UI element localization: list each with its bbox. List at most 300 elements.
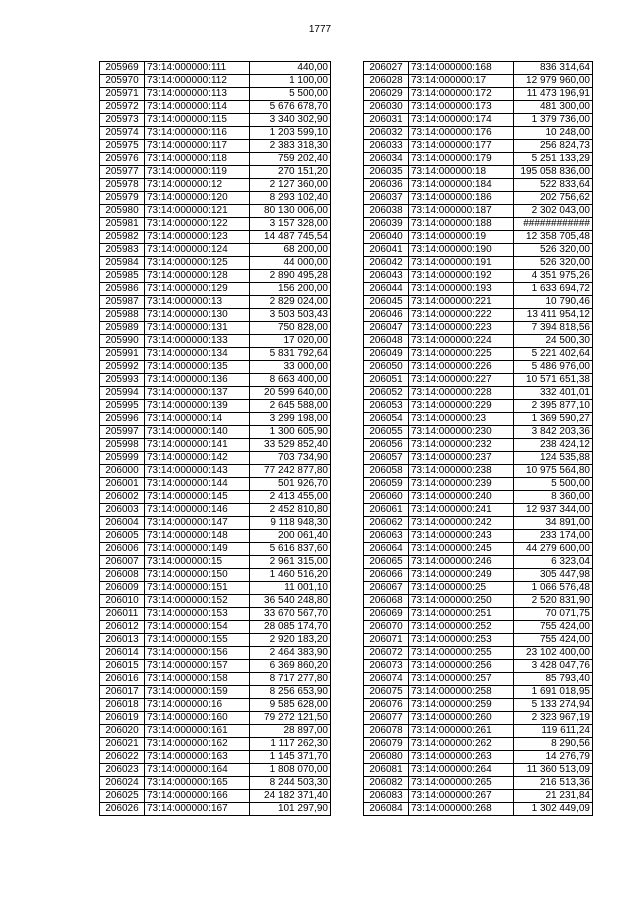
row-number-cell: 206029 (364, 88, 409, 101)
row-number-cell: 206059 (364, 478, 409, 491)
table-row (364, 582, 593, 595)
row-number-cell: 206051 (364, 374, 409, 387)
value-cell: 85 793,40 (514, 673, 593, 686)
cadastral-number-cell: 73:14:000000:223 (409, 322, 514, 335)
table-row (364, 660, 593, 673)
value-cell: 195 058 836,00 (514, 166, 593, 179)
page-number: 1777 (308, 24, 332, 35)
cadastral-number-cell: 73:14:000000:179 (409, 153, 514, 166)
value-cell: 8 663 400,00 (250, 374, 331, 387)
value-cell: 119 611,24 (514, 725, 593, 738)
table-row (100, 751, 331, 764)
row-number-cell: 206075 (364, 686, 409, 699)
table-row (100, 595, 331, 608)
value-cell: 5 500,00 (250, 88, 331, 101)
cadastral-number-cell: 73:14:000000:153 (145, 608, 250, 621)
value-cell: 14 276,79 (514, 751, 593, 764)
value-cell: 703 734,90 (250, 452, 331, 465)
row-number-cell: 206009 (100, 582, 145, 595)
row-number-cell: 206021 (100, 738, 145, 751)
value-cell: 33 670 567,70 (250, 608, 331, 621)
table-row (364, 465, 593, 478)
table-row (364, 530, 593, 543)
table-row (364, 517, 593, 530)
cadastral-number-cell: 73:14:000000:251 (409, 608, 514, 621)
table-row (100, 413, 331, 426)
value-cell: 11 001,10 (250, 582, 331, 595)
value-cell: 2 890 495,28 (250, 270, 331, 283)
row-number-cell: 206017 (100, 686, 145, 699)
value-cell: 526 320,00 (514, 257, 593, 270)
row-number-cell: 206011 (100, 608, 145, 621)
cadastral-number-cell: 73:14:000000:155 (145, 634, 250, 647)
value-cell: 2 383 318,30 (250, 140, 331, 153)
row-number-cell: 206080 (364, 751, 409, 764)
value-cell: 6 323,04 (514, 556, 593, 569)
table-row (364, 569, 593, 582)
table-row (364, 309, 593, 322)
value-cell: 24 500,30 (514, 335, 593, 348)
value-cell: 1 369 590,27 (514, 413, 593, 426)
row-number-cell: 206071 (364, 634, 409, 647)
value-cell: 36 540 248,80 (250, 595, 331, 608)
row-number-cell: 206055 (364, 426, 409, 439)
value-cell: 1 633 694,72 (514, 283, 593, 296)
table-row (364, 257, 593, 270)
table-row (100, 582, 331, 595)
table-row (100, 530, 331, 543)
row-number-cell: 206032 (364, 127, 409, 140)
row-number-cell: 206036 (364, 179, 409, 192)
row-number-cell: 205996 (100, 413, 145, 426)
row-number-cell: 206084 (364, 803, 409, 816)
value-cell: 1 100,00 (250, 75, 331, 88)
table-row (100, 556, 331, 569)
cadastral-number-cell: 73:14:000000:146 (145, 504, 250, 517)
cadastral-number-cell: 73:14:000000:250 (409, 595, 514, 608)
value-cell: 2 413 455,00 (250, 491, 331, 504)
value-cell: 11 473 196,91 (514, 88, 593, 101)
cadastral-number-cell: 73:14:000000:186 (409, 192, 514, 205)
row-number-cell: 205989 (100, 322, 145, 335)
row-number-cell: 205990 (100, 335, 145, 348)
value-cell: 2 920 183,20 (250, 634, 331, 647)
cadastral-number-cell: 73:14:000000:246 (409, 556, 514, 569)
cadastral-number-cell: 73:14:000000:227 (409, 374, 514, 387)
value-cell: 2 520 831,90 (514, 595, 593, 608)
table-row (100, 673, 331, 686)
row-number-cell: 206060 (364, 491, 409, 504)
cadastral-number-cell: 73:14:000000:18 (409, 166, 514, 179)
table-row (364, 803, 593, 816)
table-row (364, 751, 593, 764)
row-number-cell: 206074 (364, 673, 409, 686)
table-row (100, 621, 331, 634)
cadastral-number-cell: 73:14:000000:13 (145, 296, 250, 309)
row-number-cell: 206020 (100, 725, 145, 738)
value-cell: 3 842 203,36 (514, 426, 593, 439)
cadastral-number-cell: 73:14:000000:243 (409, 530, 514, 543)
row-number-cell: 206057 (364, 452, 409, 465)
value-cell: 1 203 599,10 (250, 127, 331, 140)
cadastral-number-cell: 73:14:000000:119 (145, 166, 250, 179)
value-cell: 12 358 705,48 (514, 231, 593, 244)
table-row (364, 504, 593, 517)
row-number-cell: 206030 (364, 101, 409, 114)
cadastral-number-cell: 73:14:000000:249 (409, 569, 514, 582)
row-number-cell: 206024 (100, 777, 145, 790)
row-number-cell: 205984 (100, 257, 145, 270)
value-cell: 10 975 564,80 (514, 465, 593, 478)
value-cell: 13 411 954,12 (514, 309, 593, 322)
row-number-cell: 205987 (100, 296, 145, 309)
value-cell: 5 221 402,64 (514, 348, 593, 361)
row-number-cell: 206047 (364, 322, 409, 335)
cadastral-number-cell: 73:14:000000:148 (145, 530, 250, 543)
row-number-cell: 205977 (100, 166, 145, 179)
row-number-cell: 205976 (100, 153, 145, 166)
row-number-cell: 205969 (100, 62, 145, 75)
row-number-cell: 206048 (364, 335, 409, 348)
cadastral-number-cell: 73:14:000000:152 (145, 595, 250, 608)
row-number-cell: 206026 (100, 803, 145, 816)
value-cell: 5 831 792,64 (250, 348, 331, 361)
table-row (364, 647, 593, 660)
row-number-cell: 206027 (364, 62, 409, 75)
cadastral-number-cell: 73:14:000000:187 (409, 205, 514, 218)
row-number-cell: 205975 (100, 140, 145, 153)
value-cell: 10 790,46 (514, 296, 593, 309)
table-row (364, 244, 593, 257)
table-row (364, 374, 593, 387)
table-row (100, 283, 331, 296)
row-number-cell: 205995 (100, 400, 145, 413)
row-number-cell: 206083 (364, 790, 409, 803)
cadastral-number-cell: 73:14:000000:224 (409, 335, 514, 348)
table-row (364, 283, 593, 296)
value-cell: 202 756,62 (514, 192, 593, 205)
table-row (364, 127, 593, 140)
table-row (364, 556, 593, 569)
value-cell: 21 231,84 (514, 790, 593, 803)
table-row (100, 205, 331, 218)
cadastral-number-cell: 73:14:000000:222 (409, 309, 514, 322)
value-cell: 5 486 976,00 (514, 361, 593, 374)
value-cell: 28 897,00 (250, 725, 331, 738)
left-data-table (99, 61, 331, 816)
row-number-cell: 205982 (100, 231, 145, 244)
row-number-cell: 205986 (100, 283, 145, 296)
value-cell: 10 248,00 (514, 127, 593, 140)
table-row (364, 296, 593, 309)
table-row (100, 296, 331, 309)
row-number-cell: 206003 (100, 504, 145, 517)
table-row (364, 790, 593, 803)
row-number-cell: 206076 (364, 699, 409, 712)
table-row (364, 413, 593, 426)
table-row (364, 88, 593, 101)
value-cell: 68 200,00 (250, 244, 331, 257)
table-row (364, 179, 593, 192)
table-row (364, 335, 593, 348)
cadastral-number-cell: 73:14:000000:129 (145, 283, 250, 296)
value-cell: 2 302 043,00 (514, 205, 593, 218)
cadastral-number-cell: 73:14:000000:121 (145, 205, 250, 218)
row-number-cell: 206038 (364, 205, 409, 218)
cadastral-number-cell: 73:14:000000:259 (409, 699, 514, 712)
value-cell: 28 085 174,70 (250, 621, 331, 634)
cadastral-number-cell: 73:14:000000:131 (145, 322, 250, 335)
cadastral-number-cell: 73:14:000000:188 (409, 218, 514, 231)
table-row (100, 257, 331, 270)
table-row (364, 595, 593, 608)
cadastral-number-cell: 73:14:000000:120 (145, 192, 250, 205)
cadastral-number-cell: 73:14:000000:124 (145, 244, 250, 257)
cadastral-number-cell: 73:14:000000:241 (409, 504, 514, 517)
row-number-cell: 206079 (364, 738, 409, 751)
cadastral-number-cell: 73:14:000000:115 (145, 114, 250, 127)
cadastral-number-cell: 73:14:000000:264 (409, 764, 514, 777)
cadastral-number-cell: 73:14:000000:136 (145, 374, 250, 387)
row-number-cell: 206050 (364, 361, 409, 374)
table-row (364, 231, 593, 244)
value-cell: 5 676 678,70 (250, 101, 331, 114)
table-row (364, 153, 593, 166)
row-number-cell: 206014 (100, 647, 145, 660)
cadastral-number-cell: 73:14:000000:177 (409, 140, 514, 153)
cadastral-number-cell: 73:14:000000:228 (409, 387, 514, 400)
row-number-cell: 206039 (364, 218, 409, 231)
value-cell: 17 020,00 (250, 335, 331, 348)
row-number-cell: 206018 (100, 699, 145, 712)
cadastral-number-cell: 73:14:000000:12 (145, 179, 250, 192)
row-number-cell: 205970 (100, 75, 145, 88)
cadastral-number-cell: 73:14:000000:15 (145, 556, 250, 569)
row-number-cell: 206081 (364, 764, 409, 777)
cadastral-number-cell: 73:14:000000:135 (145, 361, 250, 374)
value-cell: 1 066 576,48 (514, 582, 593, 595)
row-number-cell: 206031 (364, 114, 409, 127)
table-row (100, 608, 331, 621)
row-number-cell: 206002 (100, 491, 145, 504)
value-cell: 1 691 018,95 (514, 686, 593, 699)
value-cell: 2 323 967,19 (514, 712, 593, 725)
value-cell: 23 102 400,00 (514, 647, 593, 660)
value-cell: 2 645 588,00 (250, 400, 331, 413)
table-row (364, 543, 593, 556)
value-cell: 8 293 102,40 (250, 192, 331, 205)
value-cell: 2 452 810,80 (250, 504, 331, 517)
value-cell: 5 500,00 (514, 478, 593, 491)
row-number-cell: 206033 (364, 140, 409, 153)
cadastral-number-cell: 73:14:000000:122 (145, 218, 250, 231)
row-number-cell: 206028 (364, 75, 409, 88)
row-number-cell: 206005 (100, 530, 145, 543)
table-row (100, 517, 331, 530)
value-cell: 1 808 070,00 (250, 764, 331, 777)
value-cell: 256 824,73 (514, 140, 593, 153)
cadastral-number-cell: 73:14:000000:25 (409, 582, 514, 595)
row-number-cell: 206061 (364, 504, 409, 517)
row-number-cell: 206082 (364, 777, 409, 790)
cadastral-number-cell: 73:14:000000:139 (145, 400, 250, 413)
value-cell: 44 000,00 (250, 257, 331, 270)
row-number-cell: 206063 (364, 530, 409, 543)
cadastral-number-cell: 73:14:000000:192 (409, 270, 514, 283)
row-number-cell: 206052 (364, 387, 409, 400)
row-number-cell: 206037 (364, 192, 409, 205)
table-row (364, 192, 593, 205)
table-row (364, 270, 593, 283)
cadastral-number-cell: 73:14:000000:267 (409, 790, 514, 803)
cadastral-number-cell: 73:14:000000:257 (409, 673, 514, 686)
cadastral-number-cell: 73:14:000000:151 (145, 582, 250, 595)
value-cell: 5 133 274,94 (514, 699, 593, 712)
cadastral-number-cell: 73:14:000000:191 (409, 257, 514, 270)
table-row (364, 686, 593, 699)
row-number-cell: 206064 (364, 543, 409, 556)
table-row (100, 140, 331, 153)
cadastral-number-cell: 73:14:000000:226 (409, 361, 514, 374)
row-number-cell: 206068 (364, 595, 409, 608)
value-cell: 3 503 503,43 (250, 309, 331, 322)
row-number-cell: 206069 (364, 608, 409, 621)
value-cell: 77 242 877,80 (250, 465, 331, 478)
value-cell: 305 447,98 (514, 569, 593, 582)
value-cell: 2 464 383,90 (250, 647, 331, 660)
cadastral-number-cell: 73:14:000000:154 (145, 621, 250, 634)
row-number-cell: 205978 (100, 179, 145, 192)
row-number-cell: 205979 (100, 192, 145, 205)
row-number-cell: 206072 (364, 647, 409, 660)
table-row (100, 400, 331, 413)
cadastral-number-cell: 73:14:000000:118 (145, 153, 250, 166)
row-number-cell: 205972 (100, 101, 145, 114)
table-row (100, 101, 331, 114)
value-cell: 1 379 736,00 (514, 114, 593, 127)
table-row (364, 712, 593, 725)
value-cell: 522 833,64 (514, 179, 593, 192)
row-number-cell: 206056 (364, 439, 409, 452)
value-cell: 836 314,64 (514, 62, 593, 75)
cadastral-number-cell: 73:14:000000:17 (409, 75, 514, 88)
value-cell: 12 937 344,00 (514, 504, 593, 517)
value-cell: 233 174,00 (514, 530, 593, 543)
value-cell: 1 117 262,30 (250, 738, 331, 751)
row-number-cell: 206044 (364, 283, 409, 296)
table-row (100, 803, 331, 816)
cadastral-number-cell: 73:14:000000:141 (145, 439, 250, 452)
row-number-cell: 206004 (100, 517, 145, 530)
cadastral-number-cell: 73:14:000000:260 (409, 712, 514, 725)
table-row (100, 218, 331, 231)
cadastral-number-cell: 73:14:000000:144 (145, 478, 250, 491)
value-cell: 332 401,01 (514, 387, 593, 400)
row-number-cell: 206034 (364, 153, 409, 166)
value-cell: 759 202,40 (250, 153, 331, 166)
row-number-cell: 206053 (364, 400, 409, 413)
row-number-cell: 205980 (100, 205, 145, 218)
cadastral-number-cell: 73:14:000000:238 (409, 465, 514, 478)
table-row (100, 192, 331, 205)
table-row (364, 725, 593, 738)
row-number-cell: 206041 (364, 244, 409, 257)
table-row (100, 790, 331, 803)
row-number-cell: 205997 (100, 426, 145, 439)
value-cell: 33 529 852,40 (250, 439, 331, 452)
cadastral-number-cell: 73:14:000000:149 (145, 543, 250, 556)
cadastral-number-cell: 73:14:000000:14 (145, 413, 250, 426)
cadastral-number-cell: 73:14:000000:165 (145, 777, 250, 790)
cadastral-number-cell: 73:14:000000:184 (409, 179, 514, 192)
table-row (100, 647, 331, 660)
value-cell: 33 000,00 (250, 361, 331, 374)
value-cell: 501 926,70 (250, 478, 331, 491)
cadastral-number-cell: 73:14:000000:173 (409, 101, 514, 114)
cadastral-number-cell: 73:14:000000:237 (409, 452, 514, 465)
table-row (100, 504, 331, 517)
table-row (100, 166, 331, 179)
cadastral-number-cell: 73:14:000000:193 (409, 283, 514, 296)
value-cell: 101 297,90 (250, 803, 331, 816)
table-row (364, 608, 593, 621)
value-cell: 156 200,00 (250, 283, 331, 296)
row-number-cell: 206013 (100, 634, 145, 647)
table-row (100, 543, 331, 556)
value-cell: 526 320,00 (514, 244, 593, 257)
cadastral-number-cell: 73:14:000000:262 (409, 738, 514, 751)
cadastral-number-cell: 73:14:000000:145 (145, 491, 250, 504)
row-number-cell: 205981 (100, 218, 145, 231)
value-cell: 80 130 006,00 (250, 205, 331, 218)
cadastral-number-cell: 73:14:000000:240 (409, 491, 514, 504)
cadastral-number-cell: 73:14:000000:158 (145, 673, 250, 686)
cadastral-number-cell: 73:14:000000:114 (145, 101, 250, 114)
cadastral-number-cell: 73:14:000000:161 (145, 725, 250, 738)
table-row (364, 491, 593, 504)
table-row (364, 452, 593, 465)
row-number-cell: 205973 (100, 114, 145, 127)
value-cell: 1 145 371,70 (250, 751, 331, 764)
table-row (100, 452, 331, 465)
value-cell: 755 424,00 (514, 634, 593, 647)
table-row (364, 387, 593, 400)
value-cell: 24 182 371,40 (250, 790, 331, 803)
value-cell: 8 290,56 (514, 738, 593, 751)
cadastral-number-cell: 73:14:000000:111 (145, 62, 250, 75)
row-number-cell: 206023 (100, 764, 145, 777)
table-row (100, 725, 331, 738)
table-row (100, 660, 331, 673)
cadastral-number-cell: 73:14:000000:174 (409, 114, 514, 127)
value-cell: 124 535,88 (514, 452, 593, 465)
row-number-cell: 205991 (100, 348, 145, 361)
table-row (100, 75, 331, 88)
row-number-cell: 206016 (100, 673, 145, 686)
row-number-cell: 205994 (100, 387, 145, 400)
row-number-cell: 206077 (364, 712, 409, 725)
row-number-cell: 206010 (100, 595, 145, 608)
table-row (100, 738, 331, 751)
table-row (364, 75, 593, 88)
cadastral-number-cell: 73:14:000000:128 (145, 270, 250, 283)
cadastral-number-cell: 73:14:000000:164 (145, 764, 250, 777)
row-number-cell: 206001 (100, 478, 145, 491)
row-number-cell: 206000 (100, 465, 145, 478)
table-row (100, 764, 331, 777)
row-number-cell: 205971 (100, 88, 145, 101)
row-number-cell: 206046 (364, 309, 409, 322)
